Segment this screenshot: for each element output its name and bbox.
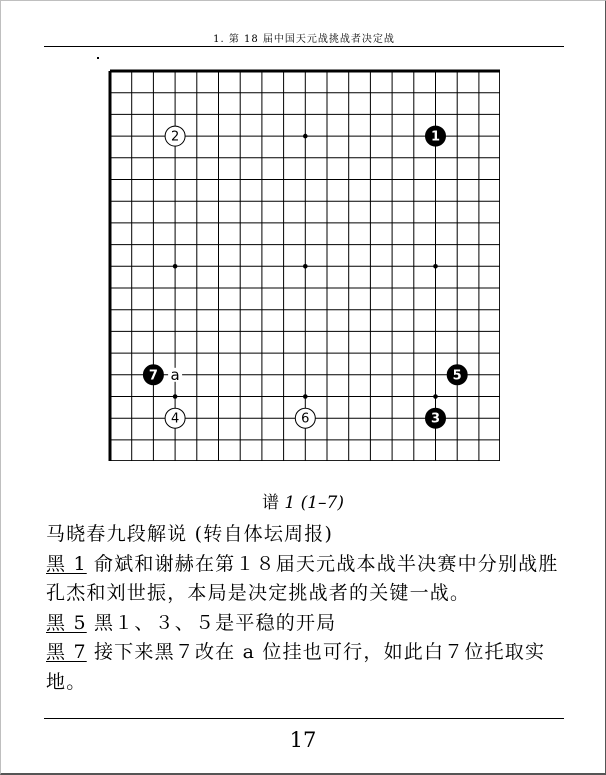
marker-label: a bbox=[170, 365, 180, 384]
commentary-entry bbox=[46, 550, 566, 609]
stone-label: 6 bbox=[301, 411, 310, 427]
stone-label: 2 bbox=[170, 129, 180, 145]
commentary-entry bbox=[46, 609, 566, 639]
go-board-diagram bbox=[106, 67, 500, 461]
stone-label: 7 bbox=[148, 368, 158, 384]
caption-prefix: 谱 bbox=[261, 493, 279, 513]
header-rule bbox=[44, 46, 564, 47]
commentary-source: 马晓春九段解说 (转自体坛周报) bbox=[46, 523, 334, 545]
diagram-caption bbox=[0, 488, 606, 513]
commentary-entry bbox=[46, 638, 566, 697]
star-point bbox=[173, 394, 178, 399]
star-point bbox=[303, 134, 308, 139]
star-point bbox=[303, 394, 308, 399]
footer-rule bbox=[44, 718, 564, 719]
caption-number: 1 bbox=[284, 493, 296, 513]
stone-label: 3 bbox=[430, 411, 441, 427]
star-point bbox=[303, 264, 308, 269]
move-term: 黑 1 bbox=[46, 552, 87, 575]
page-number: 17 bbox=[289, 728, 317, 752]
star-point bbox=[433, 394, 438, 399]
star-point bbox=[173, 264, 178, 269]
move-text: 接下来黑７改在 a 位挂也可行，如此白７位托取实地。 bbox=[46, 641, 546, 693]
commentary bbox=[46, 520, 566, 697]
stone-label: 5 bbox=[452, 368, 462, 384]
move-term: 黑 5 bbox=[46, 611, 87, 634]
stone-label: 1 bbox=[430, 129, 441, 145]
caption-range: (1–7) bbox=[300, 493, 345, 513]
running-header: 1. 第 18 届中国天元战挑战者决定战 bbox=[213, 34, 395, 45]
star-point bbox=[433, 264, 438, 269]
stone-label: 4 bbox=[170, 411, 180, 427]
move-text: 俞斌和谢赫在第１８届天元战本战半决赛中分别战胜孔杰和刘世振，本局是决定挑战者的关键一战。 bbox=[46, 552, 559, 604]
move-text: 黑１、３、５是平稳的开局 bbox=[86, 611, 337, 634]
stray-dot bbox=[97, 57, 99, 59]
move-term: 黑 7 bbox=[46, 641, 87, 663]
